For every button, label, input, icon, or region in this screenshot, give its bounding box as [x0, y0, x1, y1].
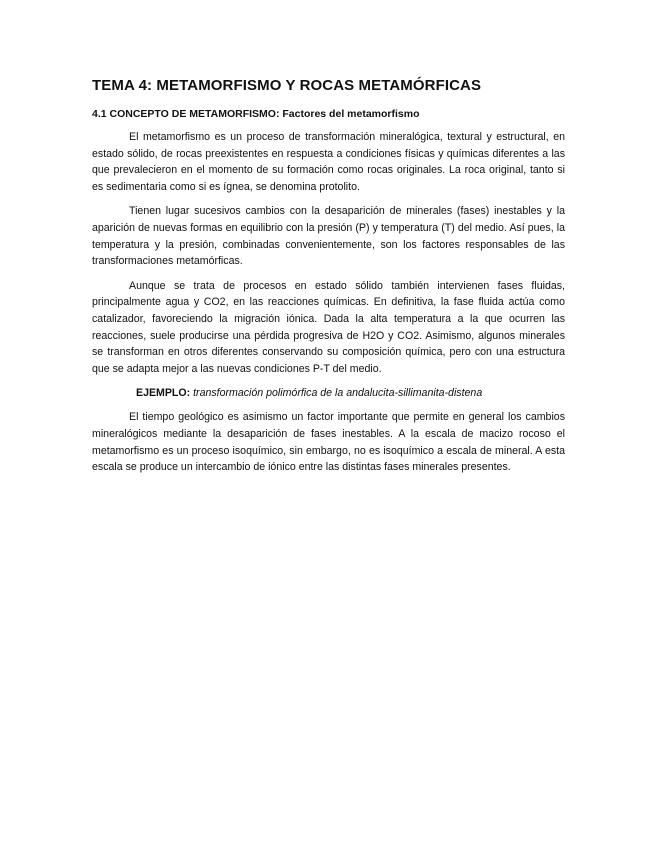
section-title: 4.1 CONCEPTO DE METAMORFISMO: Factores del metamorfismo [92, 108, 420, 120]
example-text: transformación polimórfica de la andalucita-sillimanita-distena [193, 387, 483, 400]
example-line [92, 385, 565, 401]
paragraph-fluids: Aunque se trata de procesos en estado sólido también intervienen fases fluidas, principalmente agua y CO2, en las reacciones químicas. En definitiva, la fase fluida actúa como catalizador, favoreciendo la migración iónica. Dada la alta temperatura a la que ocurren las reacciones, suele producirse una pérdida progresiva de H2O y CO2. Asimismo, algunos minerales se transforman en otros diferentes conservando su composición química, pero con una estructura que se adapta mejor a las nuevas condiciones P-T del medio. [92, 279, 565, 375]
document-title: TEMA 4: METAMORFISMO Y ROCAS METAMÓRFICAS [92, 77, 482, 94]
paragraph-definition: El metamorfismo es un proceso de transformación mineralógica, textural y estructural, en estado sólido, de rocas preexistentes en respuesta a condiciones físicas y químicas diferentes a las que prevalecieron en el momento de su formación como rocas originales. La roca original, tanto si es sedimentaria como si es ígnea, se denomina protolito. [92, 131, 565, 193]
paragraph-time: El tiempo geológico es asimismo un factor importante que permite en general los cambios mineralógicos mediante la desaparición de fases inestables. A la escala de macizo rocoso el metamorfismo es un proceso isoquímico, sin embargo, no es isoquímico a escala de mineral. A esta escala se produce un intercambio de iónico entre las distintas fases minerales presentes. [92, 411, 565, 474]
paragraph-changes: Tienen lugar sucesivos cambios con la desaparición de minerales (fases) inestables y la aparición de nuevas formas en equilibrio con la presión (P) y temperatura (T) del medio. Así pues, la temperatura y la presión, combinadas convenientemente, son los factores responsables de las transformaciones metamórficas. [92, 205, 565, 268]
example-label: EJEMPLO: [136, 387, 191, 400]
document-page [92, 76, 565, 484]
